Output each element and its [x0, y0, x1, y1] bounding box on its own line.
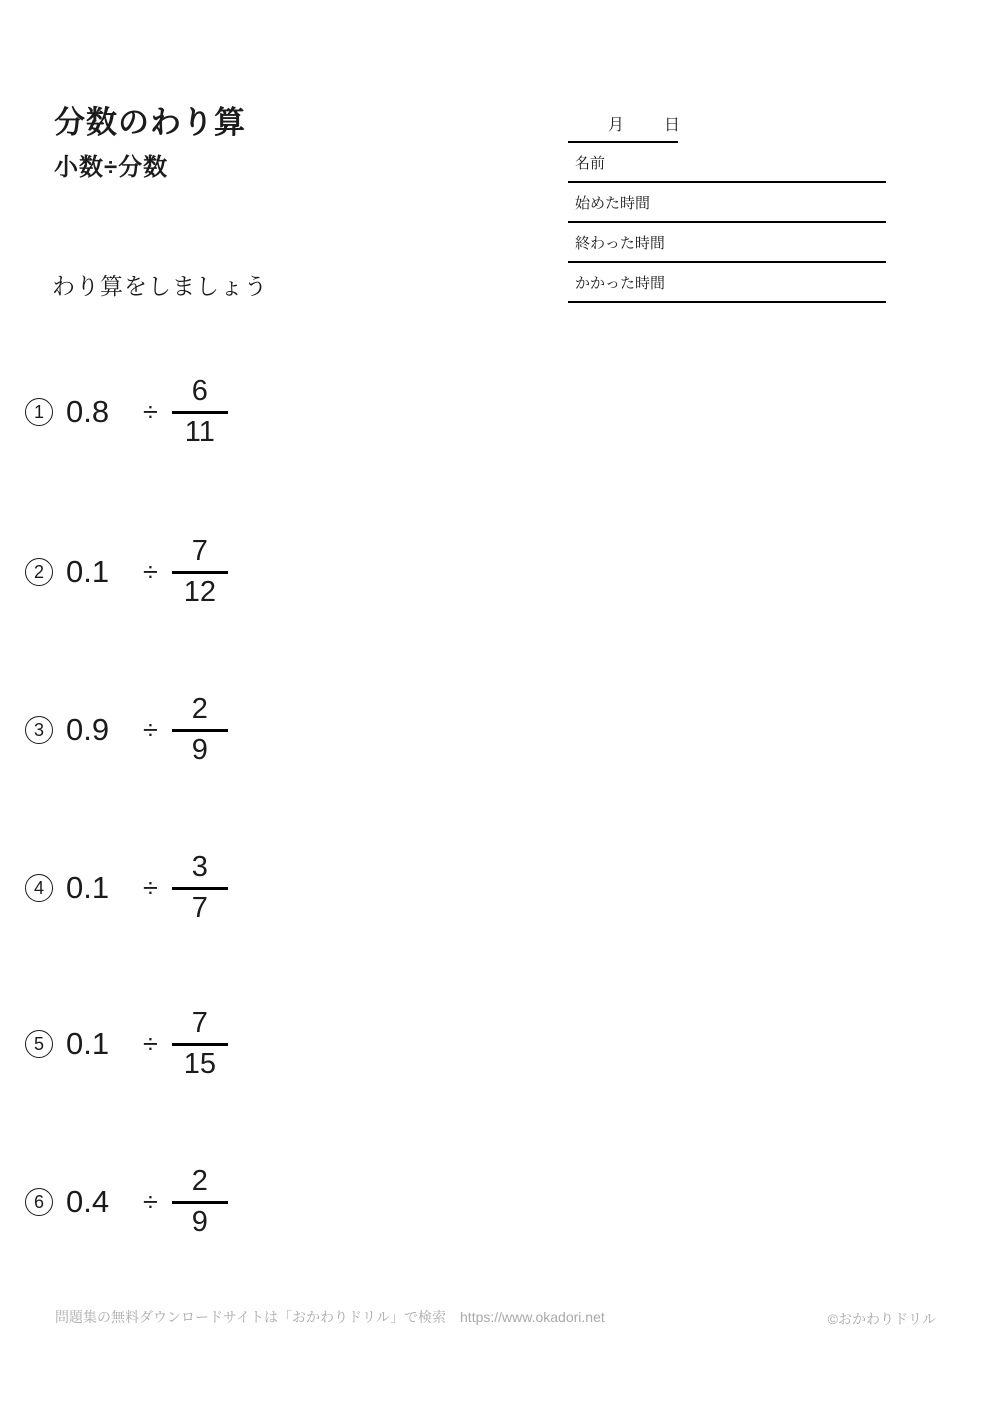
- fraction-numerator: 7: [191, 534, 208, 567]
- day-label: 日: [664, 117, 681, 134]
- problem-number: 1: [33, 402, 44, 422]
- elapsed-time-field: [568, 263, 886, 303]
- problem-number-circle: [25, 558, 53, 586]
- fraction-denominator: 7: [191, 891, 208, 924]
- instruction-text: わり算をしましょう: [52, 273, 268, 299]
- problem-row-6: [25, 1164, 228, 1240]
- footer-site-info: 問題集の無料ダウンロードサイトは「おかわりドリル」で検索 https://www.okadori.net: [55, 1309, 605, 1325]
- fraction-bar: [172, 1043, 228, 1046]
- problem-row-3: [25, 692, 228, 768]
- dividend-decimal: 0.9: [66, 712, 110, 747]
- footer-copyright: ©おかわりドリル: [827, 1311, 936, 1327]
- elapsed-time-field-label: かかった時間: [575, 274, 666, 292]
- page-title: 分数のわり算: [54, 105, 246, 140]
- problem-number-circle: [25, 1188, 53, 1216]
- fraction-denominator: 11: [184, 415, 215, 448]
- division-operator: ÷: [143, 396, 158, 427]
- name-field: [568, 143, 886, 183]
- name-field-label: 名前: [575, 154, 606, 172]
- end-time-field: [568, 223, 886, 263]
- problem-number-circle: [25, 398, 53, 426]
- dividend-decimal: 0.1: [66, 870, 110, 905]
- fraction-bar: [172, 411, 228, 414]
- dividend-decimal: 0.8: [66, 394, 110, 429]
- month-label: 月: [608, 117, 625, 134]
- problem-row-1: [25, 374, 228, 450]
- fraction-numerator: 3: [191, 850, 208, 883]
- problem-number: 4: [33, 878, 44, 898]
- fraction-denominator: 9: [191, 733, 208, 766]
- fraction-numerator: 7: [191, 1006, 208, 1039]
- dividend-decimal: 0.1: [66, 1026, 110, 1061]
- fraction-bar: [172, 571, 228, 574]
- division-operator: ÷: [143, 872, 158, 903]
- fraction-numerator: 6: [191, 374, 208, 407]
- fraction-denominator: 12: [183, 575, 216, 608]
- divisor-fraction: [172, 376, 228, 449]
- fraction-bar: [172, 729, 228, 732]
- problem-number: 2: [33, 562, 44, 582]
- problem-row-5: [25, 1006, 228, 1082]
- division-operator: ÷: [143, 556, 158, 587]
- dividend-decimal: 0.1: [66, 554, 110, 589]
- problem-number-circle: [25, 1030, 53, 1058]
- problem-number-circle: [25, 716, 53, 744]
- problem-number: 3: [33, 720, 44, 740]
- start-time-field: [568, 183, 886, 223]
- divisor-fraction: [172, 1008, 228, 1081]
- date-row: [568, 106, 681, 143]
- divisor-fraction: [172, 1166, 228, 1239]
- info-box: [568, 106, 886, 303]
- division-operator: ÷: [143, 1028, 158, 1059]
- start-time-field-label: 始めた時間: [575, 194, 651, 212]
- page-subtitle: 小数÷分数: [54, 154, 169, 181]
- dividend-decimal: 0.4: [66, 1184, 110, 1219]
- fraction-bar: [172, 1201, 228, 1204]
- fraction-bar: [172, 887, 228, 890]
- divisor-fraction: [172, 852, 228, 925]
- problem-number: 6: [33, 1192, 44, 1212]
- divisor-fraction: [172, 694, 228, 767]
- division-operator: ÷: [143, 714, 158, 745]
- problem-number: 5: [33, 1034, 44, 1054]
- problem-row-2: [25, 534, 228, 610]
- division-operator: ÷: [143, 1186, 158, 1217]
- fraction-denominator: 15: [183, 1047, 216, 1080]
- fraction-denominator: 9: [191, 1205, 208, 1238]
- divisor-fraction: [172, 536, 228, 609]
- end-time-field-label: 終わった時間: [575, 234, 665, 252]
- problem-row-4: [25, 850, 228, 926]
- problem-number-circle: [25, 874, 53, 902]
- fraction-numerator: 2: [191, 1164, 208, 1197]
- fraction-numerator: 2: [191, 692, 208, 725]
